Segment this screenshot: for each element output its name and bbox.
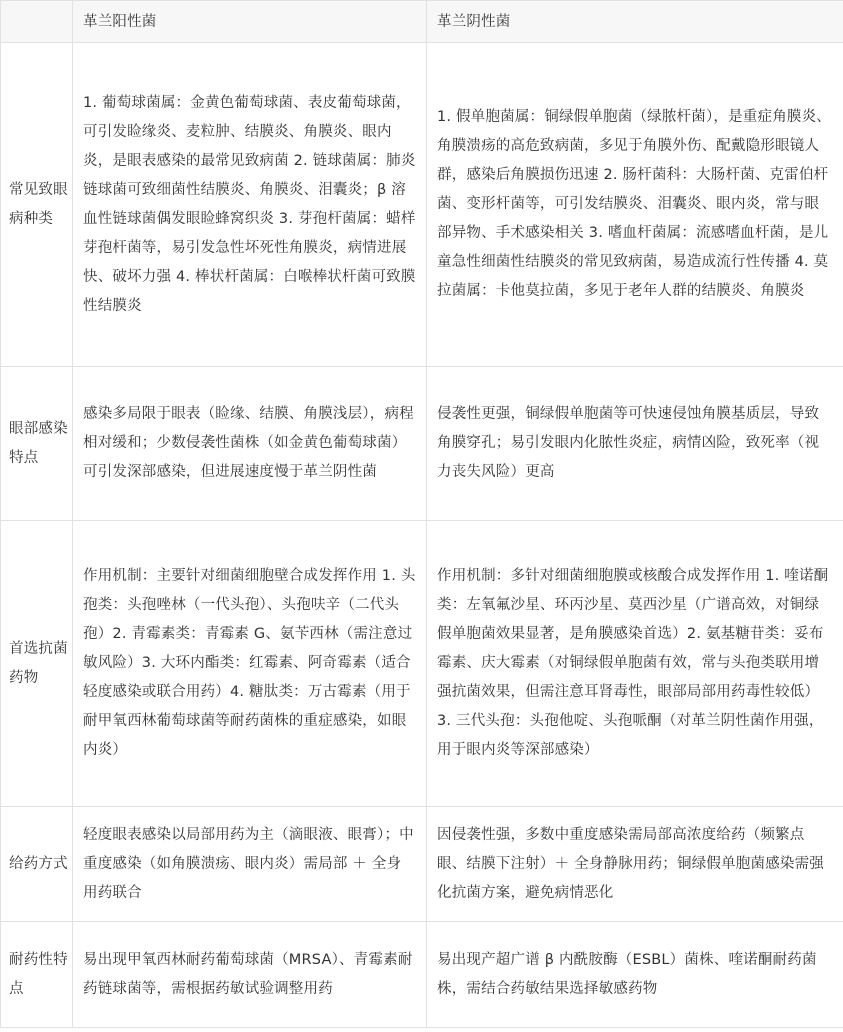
row-label: 耐药性特点 [1, 922, 73, 1028]
table-row [1, 807, 843, 922]
cell-gram-positive: 感染多局限于眼表（睑缘、结膜、角膜浅层），病程相对缓和；少数侵袭性菌株（如金黄色葡萄球菌）可引发深部感染，但进展速度慢于革兰阴性菌 [73, 367, 427, 521]
cell-gram-positive: 轻度眼表感染以局部用药为主（滴眼液、眼膏）；中重度感染（如角膜溃疡、眼内炎）需局部 ＋ 全身用药联合 [73, 807, 427, 922]
cell-gram-negative: 1. 假单胞菌属：铜绿假单胞菌（绿脓杆菌），是重症角膜炎、角膜溃疡的高危致病菌，多见于角膜外伤、配戴隐形眼镜人群，感染后角膜损伤迅速 2. 肠杆菌科：大肠杆菌、克雷伯杆菌、变形杆菌等，可引发结膜炎、泪囊炎、眼内炎，常与眼部异物、手术感染相关 3. 嗜血杆菌属：流感嗜血杆菌，是儿童急性细菌性结膜炎的常见致病菌，易造成流行性传播 4. 莫拉菌属：卡他莫拉菌，多见于老年人群的结膜炎、角膜炎 [427, 43, 843, 367]
cell-gram-positive: 作用机制：主要针对细菌细胞壁合成发挥作用 1. 头孢类：头孢唑林（一代头孢）、头孢呋辛（二代头孢）2. 青霉素类：青霉素 G、氨苄西林（需注意过敏风险）3. 大环内酯类：红霉素、阿奇霉素（适合轻度感染或联合用药）4. 糖肽类：万古霉素（用于耐甲氧西林葡萄球菌等耐药菌株的重症感染，如眼内炎） [73, 521, 427, 807]
row-label: 给药方式 [1, 807, 73, 922]
cell-gram-negative: 因侵袭性强，多数中重度感染需局部高浓度给药（频繁点眼、结膜下注射）＋ 全身静脉用药；铜绿假单胞菌感染需强化抗菌方案，避免病情恶化 [427, 807, 843, 922]
cell-gram-negative: 侵袭性更强，铜绿假单胞菌等可快速侵蚀角膜基质层，导致角膜穿孔；易引发眼内化脓性炎症，病情凶险，致死率（视力丧失风险）更高 [427, 367, 843, 521]
header-gram-positive: 革兰阳性菌 [73, 1, 427, 43]
row-label: 眼部感染特点 [1, 367, 73, 521]
header-gram-negative: 革兰阴性菌 [427, 1, 843, 43]
row-label: 首选抗菌药物 [1, 521, 73, 807]
cell-gram-positive: 1. 葡萄球菌属：金黄色葡萄球菌、表皮葡萄球菌，可引发睑缘炎、麦粒肿、结膜炎、角膜炎、眼内炎，是眼表感染的最常见致病菌 2. 链球菌属：肺炎链球菌可致细菌性结膜炎、角膜炎、泪囊炎；β 溶血性链球菌偶发眼睑蜂窝织炎 3. 芽孢杆菌属：蜡样芽孢杆菌等，易引发急性坏死性角膜炎，病情进展快、破坏力强 4. 棒状杆菌属：白喉棒状杆菌可致膜性结膜炎 [73, 43, 427, 367]
header-corner-cell [1, 1, 73, 43]
cell-gram-negative: 作用机制：多针对细菌细胞膜或核酸合成发挥作用 1. 喹诺酮类：左氧氟沙星、环丙沙星、莫西沙星（广谱高效，对铜绿假单胞菌效果显著，是角膜感染首选）2. 氨基糖苷类：妥布霉素、庆大霉素（对铜绿假单胞菌有效，常与头孢类联用增强抗菌效果，但需注意耳肾毒性，眼部局部用药毒性较低）3. 三代头孢：头孢他啶、头孢哌酮（对革兰阴性菌作用强，用于眼内炎等深部感染） [427, 521, 843, 807]
table-row [1, 521, 843, 807]
cell-gram-positive: 易出现甲氧西林耐药葡萄球菌（MRSA）、青霉素耐药链球菌等，需根据药敏试验调整用药 [73, 922, 427, 1028]
row-label: 常见致眼病种类 [1, 43, 73, 367]
table-row [1, 367, 843, 521]
cell-gram-negative: 易出现产超广谱 β 内酰胺酶（ESBL）菌株、喹诺酮耐药菌株，需结合药敏结果选择敏感药物 [427, 922, 843, 1028]
table-row [1, 922, 843, 1028]
table-row [1, 43, 843, 367]
table-header-row [1, 1, 843, 43]
